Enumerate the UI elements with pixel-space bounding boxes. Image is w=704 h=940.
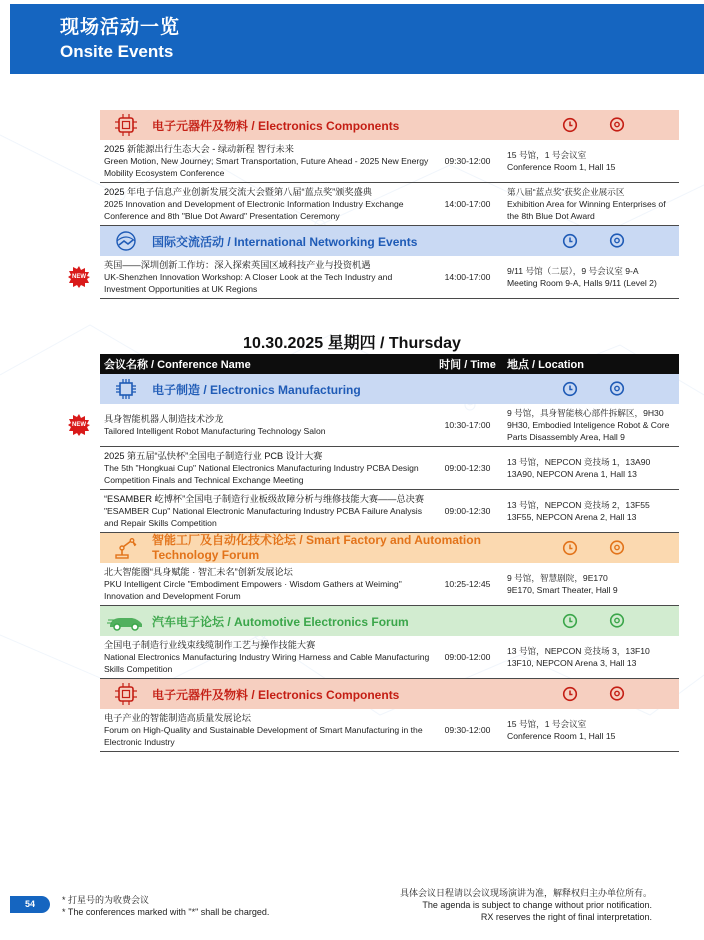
conference-name-zh: 2025 年电子信息产业创新发展交流大会暨第八届“蓝点奖”颁奖盛典 bbox=[104, 187, 372, 197]
clock-icon bbox=[536, 686, 603, 702]
handshake-globe-icon bbox=[100, 229, 152, 253]
location-zh: 第八届“蓝点奖”获奖企业展示区 bbox=[507, 187, 625, 197]
conference-time: 09:00-12:00 bbox=[444, 652, 491, 662]
conference-name-zh: 2025 第五届“弘快杯”全国电子制造行业 PCB 设计大赛 bbox=[104, 451, 323, 461]
conference-row bbox=[100, 140, 679, 183]
category-title: 电子元器件及物料 / Electronics Components bbox=[152, 118, 400, 133]
location-zh: 13 号馆，NEPCON 竞技场 3，13F10 bbox=[507, 646, 650, 656]
footer-note-zh: * 打星号的为收费会议 bbox=[62, 895, 150, 905]
location-zh: 13 号馆，NEPCON 竞技场 2，13F55 bbox=[507, 500, 650, 510]
conference-name-zh: 北大智能圈“具身赋能 · 智汇未名”创新发展论坛 bbox=[104, 567, 293, 577]
new-badge-label: NEW bbox=[72, 274, 86, 280]
conference-row bbox=[100, 709, 679, 752]
location-pin-icon bbox=[603, 117, 679, 134]
clock-icon bbox=[536, 613, 603, 629]
page-title-en: Onsite Events bbox=[60, 42, 174, 61]
clock-icon bbox=[536, 233, 603, 249]
conference-name-en: National Electronics Manufacturing Industry Wiring Harness and Cable Manufacturing Skills Competition bbox=[104, 652, 430, 674]
location-zh: 15 号馆，1 号会议室 bbox=[507, 719, 587, 729]
conference-name-en: Tailored Intelligent Robot Manufacturing Technology Salon bbox=[104, 426, 326, 436]
category-title: 智能工厂及自动化技术论坛 / Smart Factory and Automation Technology Forum bbox=[152, 533, 481, 562]
location-en: 13F10, NEPCON Arena 3, Hall 13 bbox=[507, 658, 637, 668]
conference-row bbox=[72, 404, 679, 447]
conference-name-zh: “ESAMBER 屹博杯”全国电子制造行业板级故障分析与维修技能大赛——总决赛 bbox=[104, 494, 425, 504]
conference-name bbox=[100, 639, 434, 675]
conference-name-en: Green Motion, New Journey; Smart Transportation, Future Ahead - 2025 New Energy Mobility Ecosystem Conference bbox=[104, 156, 429, 178]
page-header bbox=[10, 4, 704, 74]
category-band bbox=[100, 110, 679, 140]
location-zh: 9/11 号馆（二层），9 号会议室 9-A bbox=[507, 266, 639, 276]
location-en: Conference Room 1, Hall 15 bbox=[507, 162, 616, 172]
location-pin-icon bbox=[603, 540, 679, 557]
day-title: 10.30.2025 星期四 / Thursday bbox=[243, 335, 461, 352]
circuit-chip-icon bbox=[100, 377, 152, 401]
conference-row bbox=[100, 490, 679, 533]
conference-name-zh: 电子产业的智能制造高质量发展论坛 bbox=[104, 713, 251, 723]
conference-name bbox=[100, 566, 434, 602]
new-badge bbox=[68, 414, 90, 436]
new-badge bbox=[68, 266, 90, 288]
location-pin-icon bbox=[603, 613, 679, 630]
conference-name-en: UK-Shenzhen Innovation Workshop: A Closer Look at the Tech Industry and Investment Opportunities at UK Regions bbox=[104, 272, 393, 294]
location-zh: 9 号馆，智慧剧院，9E170 bbox=[507, 573, 608, 583]
conference-location bbox=[501, 499, 679, 523]
clock-icon bbox=[536, 381, 603, 397]
category-band bbox=[100, 533, 679, 563]
column-header-time: 时间 / Time bbox=[439, 359, 496, 371]
category-title: 汽车电子论坛 / Automotive Electronics Forum bbox=[152, 614, 409, 629]
location-pin-icon bbox=[603, 233, 679, 250]
conference-location bbox=[501, 407, 679, 443]
location-pin-icon bbox=[603, 686, 679, 703]
conference-name-en: PKU Intelligent Circle "Embodiment Empowers · Wisdom Gathers at Weiming" Innovation and Development Forum bbox=[104, 579, 402, 601]
column-header-location: 地点 / Location bbox=[507, 359, 584, 371]
new-badge-label: NEW bbox=[72, 422, 86, 428]
category-band bbox=[100, 679, 679, 709]
conference-name-zh: 英国——深圳创新工作坊：深入探索英国区域科技产业与投资机遇 bbox=[104, 260, 371, 270]
clock-icon bbox=[536, 540, 603, 556]
conference-time: 09:30-12:00 bbox=[444, 725, 491, 735]
chip-icon bbox=[100, 113, 152, 137]
column-header-name: 会议名称 / Conference Name bbox=[104, 359, 251, 371]
footer-note bbox=[62, 894, 269, 918]
footer-disclaimer-en1: The agenda is subject to change without prior notification. bbox=[422, 900, 652, 910]
conference-time: 09:00-12:30 bbox=[444, 506, 491, 516]
location-en: 13A90, NEPCON Arena 1, Hall 13 bbox=[507, 469, 637, 479]
conference-location bbox=[501, 645, 679, 669]
location-en: 9H30, Embodied Inteligence Robot & Core Parts Disassembly Area, Hall 9 bbox=[507, 420, 670, 442]
clock-icon bbox=[536, 117, 603, 133]
location-en: 9E170, Smart Theater, Hall 9 bbox=[507, 585, 618, 595]
conference-name-en: The 5th "Hongkuai Cup" National Electronics Manufacturing Industry PCBA Design Competition Finals and Technical Exchange Meeting bbox=[104, 463, 419, 485]
conference-location bbox=[501, 456, 679, 480]
conference-row bbox=[100, 183, 679, 226]
chip-icon bbox=[100, 682, 152, 706]
location-en: Conference Room 1, Hall 15 bbox=[507, 731, 616, 741]
conference-name-en: 2025 Innovation and Development of Electronic Information Industry Exchange Conference and 8th "Blue Dot Award" Presentation Ceremony bbox=[104, 199, 404, 221]
conference-name bbox=[100, 413, 434, 437]
conference-row bbox=[72, 256, 679, 299]
conference-time: 09:00-12:30 bbox=[444, 463, 491, 473]
conference-time: 14:00-17:00 bbox=[444, 272, 491, 282]
conference-time: 10:30-17:00 bbox=[444, 420, 491, 430]
conference-name bbox=[100, 493, 434, 529]
location-en: Exhibition Area for Winning Enterprises of the 8th Blue Dot Award bbox=[507, 199, 666, 221]
location-en: 13F55, NEPCON Arena 2, Hall 13 bbox=[507, 512, 637, 522]
location-en: Meeting Room 9-A, Halls 9/11 (Level 2) bbox=[507, 278, 657, 288]
conference-row bbox=[100, 563, 679, 606]
conference-name-zh: 全国电子制造行业线束线缆制作工艺与操作技能大赛 bbox=[104, 640, 316, 650]
schedule-table-top bbox=[72, 110, 679, 299]
car-icon bbox=[100, 610, 152, 632]
location-zh: 13 号馆，NEPCON 竞技场 1，13A90 bbox=[507, 457, 651, 467]
category-title: 国际交流活动 / International Networking Events bbox=[152, 234, 418, 249]
conference-location bbox=[501, 572, 679, 596]
conference-location bbox=[501, 718, 679, 742]
conference-name-zh: 具身智能机器人制造技术沙龙 bbox=[104, 414, 224, 424]
category-band bbox=[100, 374, 679, 404]
conference-time: 10:25-12:45 bbox=[444, 579, 491, 589]
conference-row bbox=[100, 636, 679, 679]
location-zh: 9 号馆，具身智能核心部件拆解区，9H30 bbox=[507, 408, 664, 418]
conference-name bbox=[100, 712, 434, 748]
category-title: 电子制造 / Electronics Manufacturing bbox=[152, 382, 361, 397]
conference-name-zh: 2025 新能源出行生态大会 - 绿动新程 智行未来 bbox=[104, 144, 294, 154]
category-band bbox=[100, 226, 679, 256]
conference-time: 14:00-17:00 bbox=[444, 199, 491, 209]
footer-disclaimer-en2: RX reserves the right of final interpretation. bbox=[480, 912, 652, 922]
footer-note-en: * The conferences marked with "*" shall be charged. bbox=[62, 907, 270, 917]
conference-name bbox=[100, 186, 434, 222]
conference-name bbox=[100, 450, 434, 486]
conference-location bbox=[501, 265, 679, 289]
location-pin-icon bbox=[603, 381, 679, 398]
location-zh: 15 号馆，1 号会议室 bbox=[507, 150, 587, 160]
footer-disclaimer-zh: 具体会议日程请以会议现场演讲为准，解释权归主办单位所有。 bbox=[399, 888, 652, 898]
robot-arm-icon bbox=[100, 536, 152, 560]
column-header-row bbox=[100, 354, 679, 374]
conference-name bbox=[100, 259, 434, 295]
conference-row bbox=[100, 447, 679, 490]
conference-location bbox=[501, 149, 679, 173]
schedule-table-thursday bbox=[72, 354, 679, 752]
conference-time: 09:30-12:00 bbox=[444, 156, 491, 166]
conference-name-en: Forum on High-Quality and Sustainable Development of Smart Manufacturing in the Electronic Industry bbox=[104, 725, 423, 747]
category-band bbox=[100, 606, 679, 636]
footer-disclaimer bbox=[400, 887, 652, 923]
conference-name bbox=[100, 143, 434, 179]
conference-location bbox=[501, 186, 679, 222]
page-title-zh: 现场活动一览 bbox=[60, 17, 181, 38]
page-number: 54 bbox=[10, 896, 50, 913]
category-title: 电子元器件及物料 / Electronics Components bbox=[152, 687, 400, 702]
conference-name-en: "ESAMBER Cup" National Electronic Manufacturing Industry PCBA Failure Analysis and Repair Skills Competition bbox=[104, 506, 423, 528]
